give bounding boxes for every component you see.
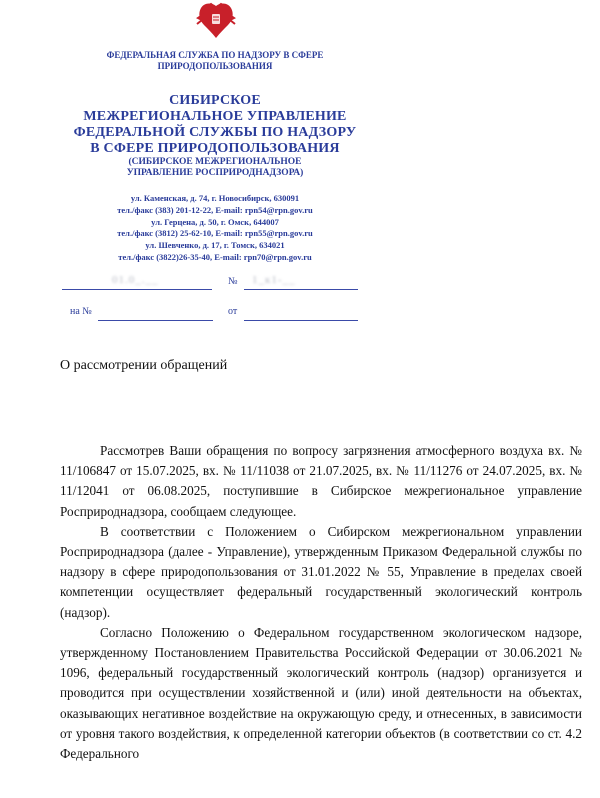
outgoing-date-value: 01.0_.__ (112, 274, 159, 286)
reply-to-label: на № (70, 306, 92, 317)
reply-to-date-line (244, 304, 358, 321)
paragraph: Согласно Положению о Федеральном государственном экологическом надзоре, утвержденному Постановлением Правительства Российской Федерации от 30.06.2021 № 1096, федеральный государственный экологический контроль (надзор) организуется и проводится при осуществлении хозяйственной и (или) иной деятельности на объектах, оказывающих негативное воздействие на окружающую среду, и отнесенных, в зависимости от уровня такого воздействия, к определенной категории объектов (в соответствии со ст. 4.2 Федерального (60, 624, 582, 762)
letter-body (60, 441, 582, 764)
number-symbol: № (228, 276, 238, 287)
contact-line: ул. Каменская, д. 74, г. Новосибирск, 630091 (130, 193, 300, 203)
letter-subject: О рассмотрении обращений (60, 358, 228, 373)
contact-line: ул. Шевченко, д. 17, г. Томск, 634021 (145, 240, 285, 251)
agency-title: СИБИРСКОЕ МЕЖРЕГИОНАЛЬНОЕ УПРАВЛЕНИЕ ФЕДЕРАЛЬНОЙ СЛУЖБЫ ПО НАДЗОРУ В СФЕРЕ ПРИРОДОПОЛЬЗОВАНИЯ (73, 93, 357, 156)
outgoing-number-value: 1_к1-__ (252, 274, 296, 286)
agency-short-name: (СИБИРСКОЕ МЕЖРЕГИОНАЛЬНОЕ УПРАВЛЕНИЕ РОСПРИРОДНАДЗОРА) (126, 157, 304, 178)
from-label: от (228, 306, 238, 317)
paragraph: Рассмотрев Ваши обращения по вопросу загрязнения атмосферного воздуха вх. № 11/106847 от 15.07.2025, вх. № 11/11038 от 21.07.2025, вх. № 11/11276 от 24.07.2025, вх. № 11/12041 от 06.08.2025, поступившие в Сибирское межрегиональное управление Росприроднадзора, сообщаем следующее. (60, 443, 582, 519)
contact-line: тел./факс (3812) 25-62-10, E-mail: rpn55@rpn.gov.ru (117, 228, 313, 239)
russian-coat-of-arms-icon (190, 0, 242, 40)
contact-line: ул. Герцена, д. 50, г. Омск, 644007 (151, 216, 279, 227)
paragraph: В соответствии с Положением о Сибирском межрегиональном управлении Росприроднадзора (далее - Управление), утвержденным Приказом Федеральной службы по надзору в сфере природопользования от 31.01.2022 № 55, Управление в пределах своей компетенции осуществляет федеральный государственный экологический контроль (надзор). (60, 523, 582, 620)
contact-line: тел./факс (383) 201-12-22, E-mail: rpn54@rpn.gov.ru (117, 204, 313, 215)
contact-block (50, 193, 380, 264)
reply-to-number-line (98, 304, 213, 321)
contact-line: тел./факс (3822)26-35-40, E-mail: rpn70@rpn.gov.ru (118, 251, 312, 262)
parent-agency-name: ФЕДЕРАЛЬНАЯ СЛУЖБА ПО НАДЗОРУ В СФЕРЕ ПРИРОДОПОЛЬЗОВАНИЯ (106, 50, 324, 71)
